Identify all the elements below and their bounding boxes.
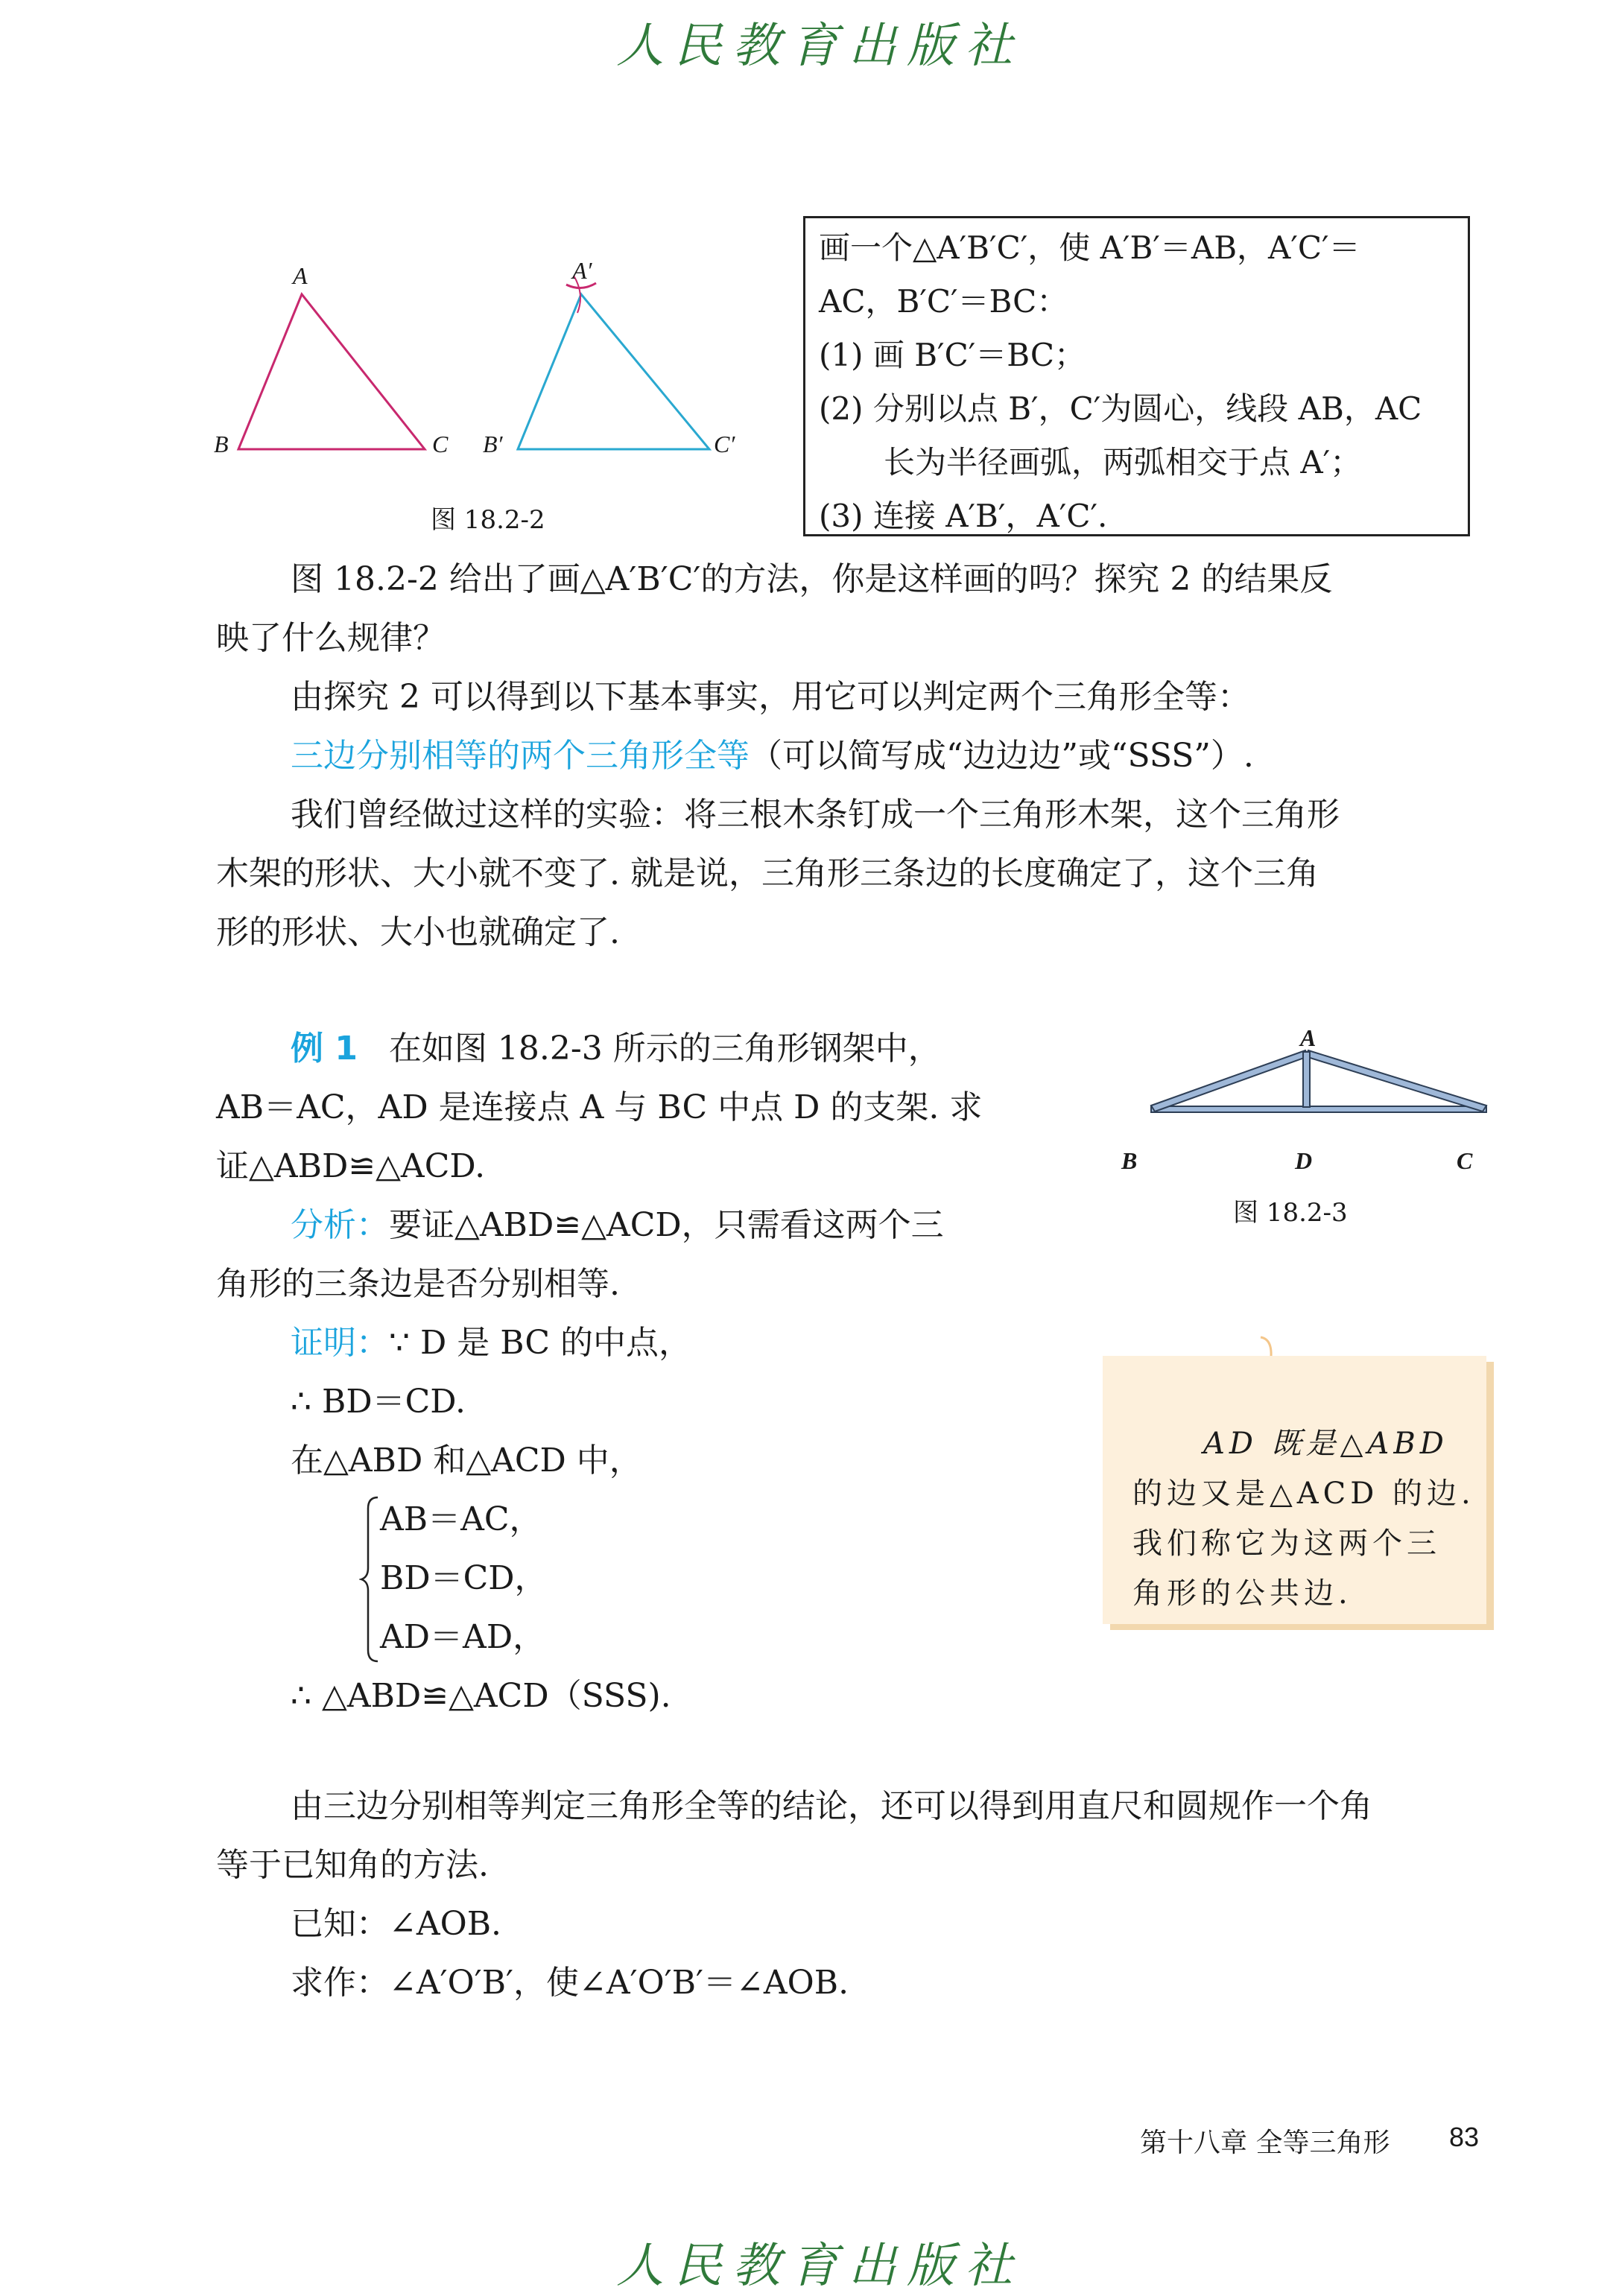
paragraph-line: 等于已知角的方法. (216, 1846, 489, 1884)
proof-line: 在△ABD 和△ACD 中， (291, 1442, 642, 1480)
example-line (291, 1027, 941, 1071)
beam-ad (1303, 1052, 1310, 1107)
note-line: 我们称它为这两个三 (1132, 1526, 1441, 1561)
analysis-text: 要证△ABD≌△ACD，只需看这两个三 (389, 1206, 944, 1244)
brace-icon (359, 1494, 381, 1665)
proof-line: ∴ BD＝CD. (291, 1383, 466, 1421)
paragraph-line: 映了什么规律？ (216, 619, 446, 657)
example-line: 证△ABD≌△ACD. (216, 1147, 486, 1185)
paragraph-line: 形的形状、大小也就确定了. (216, 913, 620, 951)
label-b: B (214, 431, 229, 457)
label-c-prime: C′ (714, 431, 735, 457)
analysis-label: 分析： (291, 1206, 389, 1244)
given-line: 已知：∠AOB. (291, 1905, 502, 1943)
proof-label: 证明： (291, 1324, 389, 1362)
chapter-title: 第十八章 全等三角形 (1140, 2128, 1390, 2158)
box-line: (3) 连接 A′B′，A′C′. (819, 498, 1108, 534)
note-line: AD 既是△ABD (1203, 1427, 1448, 1461)
paragraph-line: 我们曾经做过这样的实验：将三根木条钉成一个三角形木架，这个三角形 (291, 796, 1340, 834)
construct-line: 求作：∠A′O′B′，使∠A′O′B′＝∠AOB. (291, 1964, 849, 2002)
triangle-abc (238, 294, 425, 449)
box-line: 长为半径画弧，两弧相交于点 A′； (884, 444, 1362, 481)
paragraph-line: 木架的形状、大小就不变了. 就是说，三角形三条边的长度确定了，这个三角 (216, 854, 1319, 892)
beam-ab (1151, 1050, 1308, 1111)
label-a: A (293, 262, 308, 289)
beam-bc (1151, 1106, 1486, 1112)
note-line: 的边又是△ACD 的边. (1132, 1477, 1475, 1511)
paragraph-line: 由探究 2 可以得到以下基本事实，用它可以判定两个三角形全等： (291, 678, 1250, 716)
box-line: AC，B′C′＝BC： (819, 283, 1068, 320)
proof-line: ∴ △ABD≌△ACD（SSS). (291, 1677, 671, 1715)
analysis-line: 角形的三条边是否分别相等. (216, 1265, 620, 1303)
proof-line: AB＝AC， (380, 1500, 542, 1538)
theorem-statement: 三边分别相等的两个三角形全等 (291, 737, 750, 775)
label-b-prime: B′ (483, 431, 503, 457)
paragraph-line: 图 18.2-2 给出了画△A′B′C′的方法，你是这样画的吗？探究 2 的结果反 (291, 560, 1333, 598)
beam-ac (1305, 1050, 1486, 1111)
box-line: 画一个△A′B′C′，使 A′B′＝AB，A′C′＝ (819, 229, 1360, 266)
side-note (1103, 1356, 1486, 1624)
label-a-prime: A′ (572, 257, 592, 284)
construction-steps-box (803, 216, 1470, 536)
page-number: 83 (1449, 2122, 1480, 2152)
label-c: C (432, 431, 449, 457)
note-line: 角形的公共边. (1132, 1576, 1352, 1611)
figure-caption: 图 18.2-2 (431, 505, 545, 535)
example-line: AB＝AC，AD 是连接点 A 与 BC 中点 D 的支架. 求 (216, 1088, 983, 1126)
publisher-watermark-top: 人民教育出版社 (616, 19, 1023, 74)
proof-line (291, 1321, 691, 1366)
box-line: (2) 分别以点 B′，C′为圆心，线段 AB，AC (819, 390, 1422, 427)
example-label: 例 1 (291, 1030, 358, 1068)
theorem-line (291, 734, 1254, 778)
analysis-line (291, 1203, 944, 1248)
proof-line: BD＝CD， (380, 1559, 548, 1597)
label-d: D (1295, 1147, 1313, 1174)
box-line: (1) 画 B′C′＝BC； (819, 337, 1086, 373)
paragraph-line: 由三边分别相等判定三角形全等的结论，还可以得到用直尺和圆规作一个角 (291, 1787, 1372, 1825)
figure-caption: 图 18.2-3 (1233, 1198, 1348, 1228)
label-b: B (1121, 1147, 1138, 1174)
triangle-a1b1c1 (518, 294, 709, 449)
publisher-watermark-bottom: 人民教育出版社 (616, 2239, 1023, 2294)
proof-line: AD＝AD， (380, 1618, 546, 1656)
label-c: C (1457, 1147, 1473, 1174)
proof-text: ∵ D 是 BC 的中点， (389, 1324, 692, 1362)
example-text: 在如图 18.2-3 所示的三角形钢架中， (388, 1030, 941, 1068)
label-a: A (1300, 1024, 1317, 1051)
theorem-note: （可以简写成“边边边”或“SSS”）. (750, 737, 1254, 775)
